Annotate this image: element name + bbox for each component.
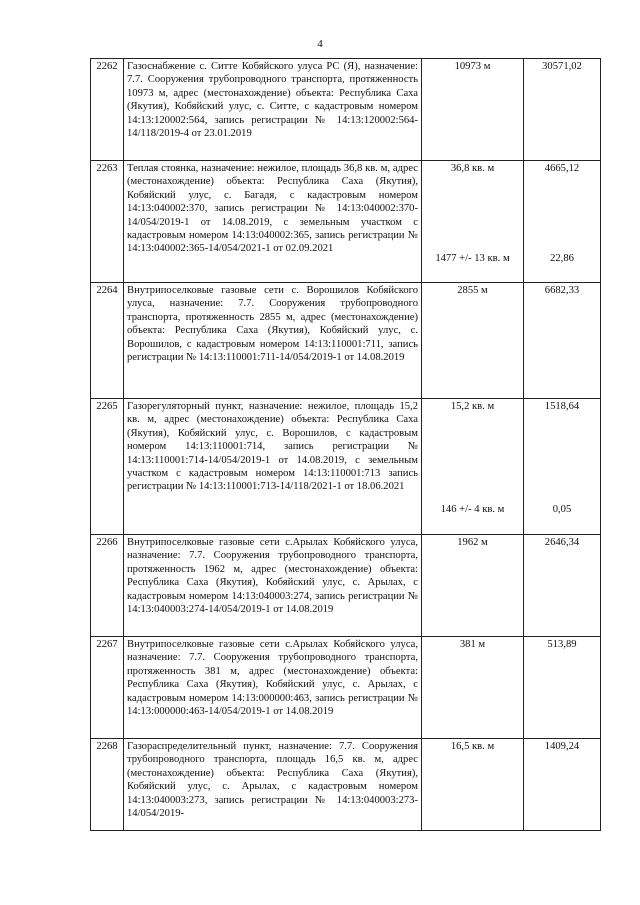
object-description: Газорегуляторный пункт, назначение: нежилое, площадь 15,2 кв. м, адрес (местонахождение) объекта: Республика Саха (Якутия), Кобяйский улус, с. Ворошилов, с кадастровым номером 14:13:110001:714, запись регистрации № 14:13:110001:714-14/054/2019-1 от 14.08.2019, с земельным участком с кадастровым номером 14:13:110001:713 запись регистрации № 14:13:110001:713-14/118/2021-1 от 18.06.2021 [124, 399, 422, 535]
object-description: Газоснабжение с. Ситте Кобяйского улуса РС (Я), назначение: 7.7. Сооружения трубопроводного транспорта, протяженность 10973 м, адрес (местонахождение) объекта: Республика Саха (Якутия), Кобяйский улус, с. Ситте, с кадастровым номером 14:13:120002:564, запись регистрации № 14:13:120002:564-14/118/2019-4 от 23.01.2019 [124, 59, 422, 161]
building-value: 4665,12 [544, 163, 580, 174]
table-row [91, 59, 601, 161]
object-value: 6682,33 [524, 283, 601, 399]
land-value: 22,86 [550, 253, 574, 265]
object-quantity: 10973 м [422, 59, 524, 161]
object-value: 30571,02 [524, 59, 601, 161]
row-number: 2264 [91, 283, 124, 399]
building-area: 36,8 кв. м [450, 163, 495, 174]
land-area: 146 +/- 4 кв. м [440, 504, 505, 516]
object-value: 513,89 [524, 637, 601, 739]
object-description: Газораспределительный пункт, назначение: 7.7. Сооружения трубопроводного транспорта, площадь 16,5 кв. м, адрес (местонахождение) объекта: Республика Саха (Якутия), Кобяйский улус, с. Арылах, с кадастровым номером 14:13:040003:273, запись регистрации № 14:13:040003:273-14/054/2019- [124, 739, 422, 831]
object-description: Теплая стоянка, назначение: нежилое, площадь 36,8 кв. м, адрес (местонахождение) объекта: Республика Саха (Якутия), Кобяйский улус, с. Багадя, с кадастровым номером 14:13:040002:370, запись регистрации № 14:13:040002:370-14/054/2019-1 от 14.08.2019, с земельным участком с кадастровым номером 14:13:040002:365, запись регистрации № 14:13:040002:365-14/054/2021-1 от 02.09.2021 [124, 161, 422, 283]
row-number: 2263 [91, 161, 124, 283]
row-number: 2265 [91, 399, 124, 535]
page-number: 4 [317, 38, 323, 50]
land-area: 1477 +/- 13 кв. м [435, 253, 510, 265]
object-value: 2646,34 [524, 535, 601, 637]
object-description: Внутрипоселковые газовые сети с.Арылах Кобяйского улуса, назначение: 7.7. Сооружения трубопроводного транспорта, протяженность 1962 м, адрес (местонахождение) объекта: Республика Саха (Якутия), Кобяйский улус, с. Арылах, с кадастровым номером 14:13:040003:274, запись регистрации № 14:13:040003:274-14/054/2019-1 от 14.08.2019 [124, 535, 422, 637]
row-number: 2268 [91, 739, 124, 831]
table-row [91, 399, 601, 535]
land-value: 0,05 [552, 504, 572, 516]
object-quantity-cell [422, 399, 524, 535]
object-quantity-cell [422, 161, 524, 283]
row-number: 2267 [91, 637, 124, 739]
row-number: 2266 [91, 535, 124, 637]
building-value: 1518,64 [544, 401, 580, 412]
object-quantity: 381 м [422, 637, 524, 739]
table-row [91, 535, 601, 637]
object-quantity: 1962 м [422, 535, 524, 637]
table-row [91, 637, 601, 739]
object-value-cell [524, 161, 601, 283]
object-quantity: 16,5 кв. м [422, 739, 524, 831]
table-row [91, 283, 601, 399]
object-description: Внутрипоселковые газовые сети с.Арылах Кобяйского улуса, назначение: 7.7. Сооружения трубопроводного транспорта, протяженность 381 м, адрес (местонахождение) объекта: Республика Саха (Якутия), Кобяйский улус, с. Арылах, с кадастровым номером 14:13:000000:463, запись регистрации № 14:13:000000:463-14/054/2019-1 от 14.08.2019 [124, 637, 422, 739]
object-value: 1409,24 [524, 739, 601, 831]
row-number: 2262 [91, 59, 124, 161]
object-value-cell [524, 399, 601, 535]
object-description: Внутрипоселковые газовые сети с. Ворошилов Кобяйского улуса, назначение: 7.7. Сооружения трубопроводного транспорта, протяженность 2855 м, адрес (местонахождение) объекта: Республика Саха (Якутия), Кобяйский улус, с. Ворошилов, с кадастровым номером 14:13:110001:711, запись регистрации № 14:13:110001:711-14/054/2019-1 от 14.08.2019 [124, 283, 422, 399]
building-area: 15,2 кв. м [450, 401, 495, 412]
table-row [91, 739, 601, 831]
property-registry-table [90, 58, 601, 831]
object-quantity: 2855 м [422, 283, 524, 399]
table-row [91, 161, 601, 283]
